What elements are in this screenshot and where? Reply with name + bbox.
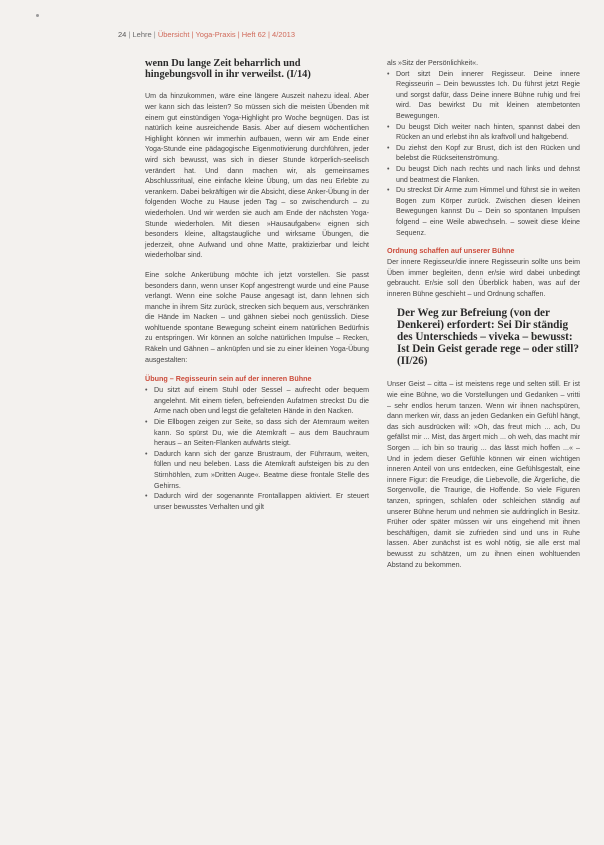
list-item: • Dadurch kann sich der ganze Brustraum, der Führraum, weiten, füllen und neu beleben. Lass die Atemkraft aufsteigen bis zu den Stirnhöhlen, zum »Dritten Auge«. Beatme diese frontale Stelle des Gehirns. <box>145 449 369 491</box>
list-item: • Die Ellbogen zeigen zur Seite, so dass sich der Atemraum weiten kann. So spürst Du, wie die Atemkraft – aus dem Bauchraum heraus – an Seiten-Flanken aufwärts steigt. <box>145 417 369 449</box>
exercise-subhead: Übung – Regisseurin sein auf der inneren Bühne <box>145 374 312 384</box>
list-item: • Du streckst Dir Arme zum Himmel und führst sie in weiten Bogen zum Körper zurück. Zwischen diesen kleinen Bewegungen kannst Du – Dein so spontanen Impulsen folgend – eine Weile abwechseln. – soweit diese kleine Sequenz. <box>387 185 580 238</box>
running-head-separator: | <box>128 30 133 39</box>
intro-quote: wenn Du lange Zeit beharrlich und hingebungsvoll in ihr verweilst. (I/14) <box>145 58 311 81</box>
running-head <box>118 30 295 39</box>
section-subhead: Ordnung schaffen auf unserer Bühne <box>387 246 515 256</box>
list-item: • Du beugst Dich weiter nach hinten, spannst dabei den Rücken an und erlebst ihn als kraftvoll und haltgebend. <box>387 122 580 143</box>
list-item: • Dort sitzt Dein innerer Regisseur. Deine innere Regisseurin – Dein bewusstes Ich. Du führst jetzt Regie und sorgst dafür, dass Deine innere Bühne ruhig und frei wird. Das bewirkst Du mit kleinen atembetonten Bewegungen. <box>387 69 580 122</box>
list-item: • Dadurch wird der sogenannte Frontallappen aktiviert. Er steuert unser bewusstes Verhalten und gilt <box>145 491 369 512</box>
continuation-text: als »Sitz der Persönlichkeit«. <box>387 59 479 67</box>
rubric: Übersicht | Yoga-Praxis | Heft 62 | 4/2013 <box>157 30 295 39</box>
exercise-list-continued <box>387 69 580 239</box>
sutra-quote: Der Weg zur Befreiung (von der Denkerei) erfordert: Sei Dir ständig des Unterschieds – viveka – bewusst: Ist Dein Geist gerade rege – oder still? (II/26) <box>397 307 579 367</box>
paragraph: Um da hinzukommen, wäre eine längere Auszeit nahezu ideal. Aber wer kann sich das leisten? So müssen sich die meisten Übenden mit einem gut einstündigen Yoga-Highlight pro Woche begnügen. Das ist natürlich keine ausreichende Basis. Aber auf diesem wöchentlichen Highlight können wir immerhin aufbauen, wenn wir am Ende einer Yoga-Stunde eine pädagogische Eigenmotivierung durchführen, jeder wird sich bewusst, was sich in dieser Stunde körperlich-seelisch verändert hat. Und dann machen wir, als gemeinsames Abschlussritual, eine einfache kleine Übung, um das neu Erlebte zu verankern. Dabei bekräftigen wir die Absicht, diese Anker-Übung in der folgenden Woche zu Hause jeden Tag – so zwischendurch – zu wiederholen. Und wir werden sie auch am Ende der nächsten Yoga-Stunde wiederholen. Mit diesen »Hausaufgaben« eignen sich besonders kleine, alltagstaugliche und wirksame Übungen, die jederzeit, ohne Aufwand und ohne Matte, praktizierbar und leicht wiederholbar sind. <box>145 92 369 260</box>
right-column <box>387 58 580 579</box>
list-item: • Du ziehst den Kopf zur Brust, dich ist den Rücken und belebst die Rückseitenströmung. <box>387 143 580 164</box>
paragraph: Der innere Regisseur/die innere Regisseurin sollte uns beim Üben immer begleiten, denn er/sie wird dabei unbedingt gebraucht. Er/sie soll den Überblick haben, was auf der inneren Bühne geschieht – und Ordnung schaffen. <box>387 258 580 298</box>
section-name: Lehre <box>132 30 152 39</box>
exercise-list <box>145 385 369 512</box>
scan-speck <box>36 14 39 17</box>
list-item: • Du beugst Dich nach rechts und nach links und dehnst und beatmest die Flanken. <box>387 164 580 185</box>
paragraph: Eine solche Ankerübung möchte ich jetzt vorstellen. Sie passt besonders dann, wenn unser Kopf angestrengt wurde und eine Pause verlangt. Wenn eine solche Pause angesagt ist, dann lehnen sich manche in ihrem Sitz zurück, strecken sich bequem aus, verschränken die Hände im Nacken – und gähnen siebei noch genüsslich. Diese wohltuende spontane Bewegung scheint einem natürlichen Bedürfnis zu entspringen. Wir können an solche natürlichen Impulse – Recken, Räkeln und Gähnen – anknüpfen und sie zu einer kleinen Yoga-Übung ausgestalten: <box>145 270 369 364</box>
left-column <box>145 58 369 520</box>
list-item: • Du sitzt auf einem Stuhl oder Sessel – aufrecht oder bequem angelehnt. Mit einem tiefen, befreienden Aufatmen streckst Du die Arme nach oben und legst die gefalteten Hände in den Nacken. <box>145 385 369 417</box>
page-number: 24 <box>118 30 127 39</box>
running-head-separator: | <box>153 30 158 39</box>
paragraph: Unser Geist – citta – ist meistens rege und selten still. Er ist wie eine Bühne, wo die Vorstellungen und Gedanken – vritti – sehr endlos herum tanzen. Wenn wir ihnen nachspüren, dann merken wir, dass an jeden Gedanken ein Gefühl hängt, das sich ausdrücken will: »Oh, das freut mich ... ach, Du gefällst mir ... Mist, das ärgert mich ... oh weh, das macht mir Sorgen ... ich bin so traurig ... das lässt mich hoffen ...« – Und in jedem dieser Gefühle können wir einen wichtigen inneren Anteil von uns entdecken, eine Gefühlsgestalt, eine innere Figur: die Freudige, die Liebevolle, die Ärgerliche, die Sorgenvolle, die Traurige, die Hoffende. So viele Figuren tanzen, springen, schlafen oder schleichen ständig auf unserer Bühne herum und nehmen sie aufdringlich in Besitz. Früher oder später müssen wir uns eingehend mit ihnen beschäftigen, damit sie zufrieden sind und uns in Ruhe lassen. Aber zunächst ist es wohl nötig, sie alle erst mal bewusst zu schätzen, um zu ihnen einen wohltuenden Abstand zu bekommen. <box>387 380 580 569</box>
